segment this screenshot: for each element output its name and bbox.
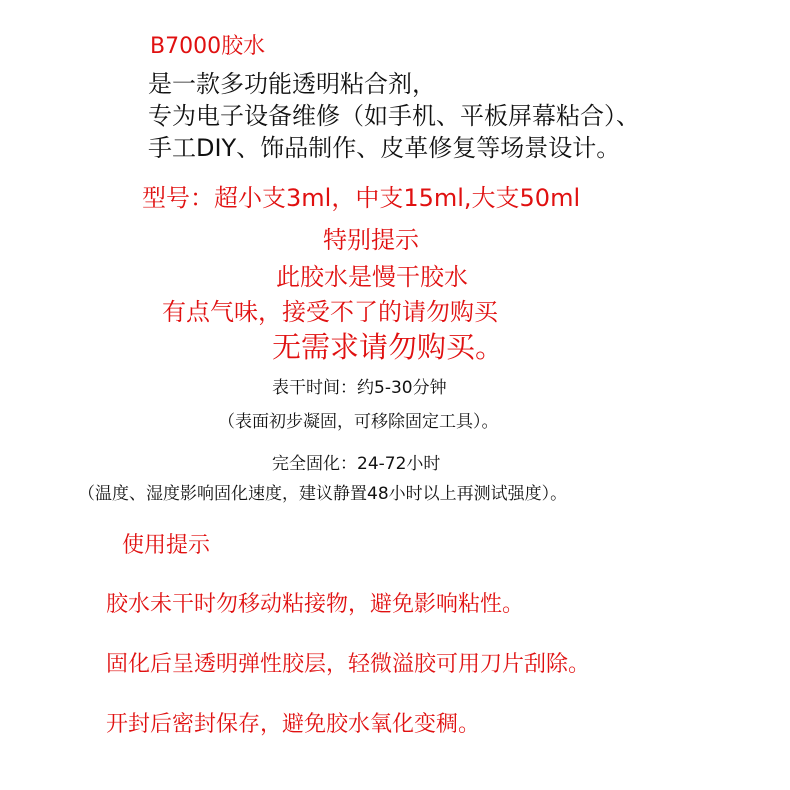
surface-dry-time: 表干时间：约5-30分钟 <box>272 378 447 398</box>
special-notice-heading: 特别提示 <box>323 226 419 254</box>
usage-tip: 固化后呈透明弹性胶层，轻微溢胶可用刀片刮除。 <box>106 652 591 677</box>
usage-tip: 开封后密封保存，避免胶水氧化变稠。 <box>106 712 481 737</box>
description-line: 是一款多功能透明粘合剂， <box>148 70 436 98</box>
description-line: 专为电子设备维修（如手机、平板屏幕粘合）、 <box>148 102 640 130</box>
model-sizes: 型号：超小支3ml，中支15ml,大支50ml <box>142 184 581 212</box>
usage-heading: 使用提示 <box>122 533 211 558</box>
full-cure-note: （温度、湿度影响固化速度，建议静置48小时以上再测试强度）。 <box>78 484 568 504</box>
usage-tip: 胶水未干时勿移动粘接物，避免影响粘性。 <box>106 592 525 617</box>
slow-dry-notice: 此胶水是慢干胶水 <box>276 263 468 291</box>
no-need-warning: 无需求请勿购买。 <box>272 330 505 364</box>
smell-warning: 有点气味，接受不了的请勿购买 <box>162 298 498 326</box>
product-title: B7000胶水 <box>150 34 266 59</box>
surface-dry-note: （表面初步凝固，可移除固定工具）。 <box>218 412 499 432</box>
description-line: 手工DIY、饰品制作、皮革修复等场景设计。 <box>148 134 621 162</box>
full-cure-time: 完全固化：24-72小时 <box>272 454 441 474</box>
